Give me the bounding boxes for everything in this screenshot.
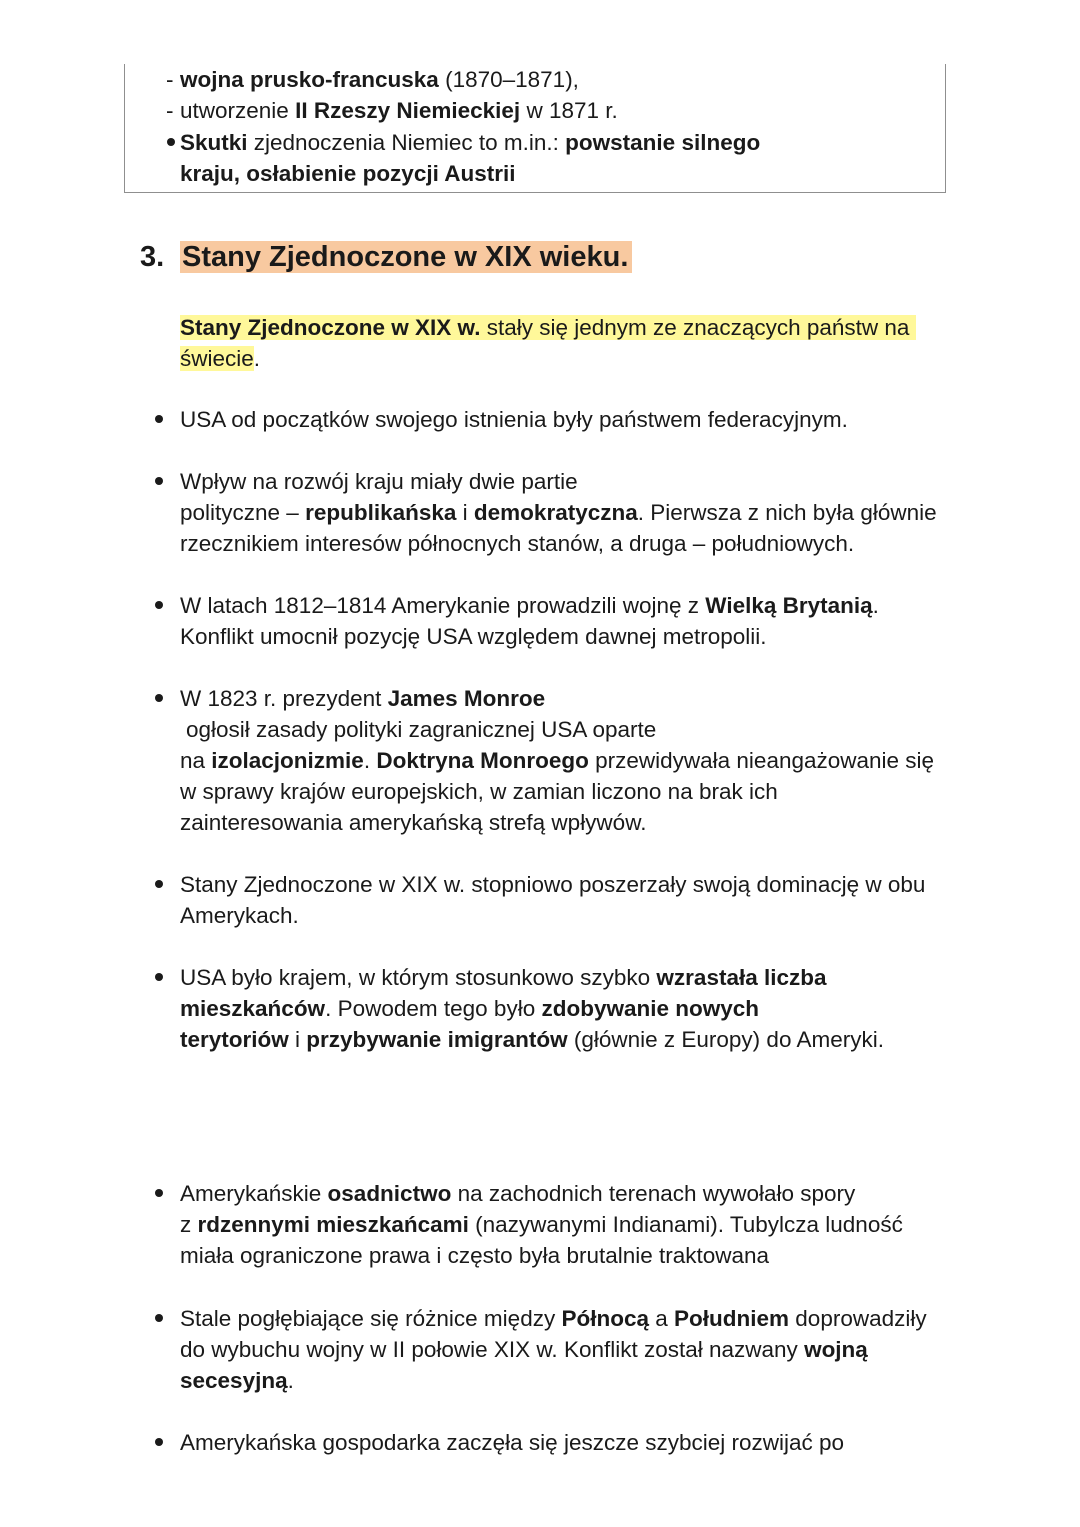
bullet-icon xyxy=(155,1438,163,1446)
bullet-icon xyxy=(155,1314,163,1322)
bullet-4-line-4: w sprawy krajów europejskich, w zamian liczono na brak ich xyxy=(180,779,778,804)
bullet-8-line-3: secesyjną. xyxy=(180,1368,294,1393)
section-heading: 3. Stany Zjednoczone w XIX wieku. xyxy=(140,237,632,277)
intro-line-1: Stany Zjednoczone w XIX w. stały się jednym ze znaczących państw na xyxy=(180,312,916,343)
bullet-icon xyxy=(155,477,163,485)
bullet-5-line-2: Amerykach. xyxy=(180,903,299,928)
dash-marker: - xyxy=(166,67,174,92)
bullet-8-line-1: Stale pogłębiające się różnice między Północą a Południem doprowadziły xyxy=(180,1306,927,1331)
bullet-icon xyxy=(155,601,163,609)
bullet-7-line-3: miała ograniczone prawa i często była brutalnie traktowana xyxy=(180,1243,770,1268)
bullet-icon xyxy=(155,694,163,702)
bullet-icon xyxy=(167,138,175,146)
box-line-3: Skutki zjednoczenia Niemiec to m.in.: powstanie silnego xyxy=(180,130,761,155)
bullet-2-line-3: rzecznikiem interesów północnych stanów, a druga – południowych. xyxy=(180,531,855,556)
box-line-1: wojna prusko-francuska (1870–1871), xyxy=(180,67,579,92)
bullet-icon xyxy=(155,973,163,981)
bullet-7-line-1: Amerykańskie osadnictwo na zachodnich terenach wywołało spory xyxy=(180,1181,856,1206)
bullet-icon xyxy=(155,880,163,888)
bullet-4-line-3: na izolacjonizmie. Doktryna Monroego przewidywała nieangażowanie się xyxy=(180,748,935,773)
bullet-icon xyxy=(155,415,163,423)
bullet-6-line-1: USA było krajem, w którym stosunkowo szybko wzrastała liczba xyxy=(180,965,827,990)
bullet-2-line-2: polityczne – republikańska i demokratyczna. Pierwsza z nich była głównie xyxy=(180,500,937,525)
bullet-9: Amerykańska gospodarka zaczęła się jeszcze szybciej rozwijać po xyxy=(180,1430,845,1455)
bullet-1: USA od początków swojego istnienia były państwem federacyjnym. xyxy=(180,407,848,432)
bullet-5-line-1: Stany Zjednoczone w XIX w. stopniowo poszerzały swoją dominację w obu xyxy=(180,872,926,897)
bullet-4-line-1: W 1823 r. prezydent James Monroe xyxy=(180,686,546,711)
bullet-4-line-2: ogłosił zasady polityki zagranicznej USA oparte xyxy=(186,717,657,742)
dash-marker: - xyxy=(166,98,174,123)
bullet-4-line-5: zainteresowania amerykańską strefą wpływów. xyxy=(180,810,647,835)
box-line-4: kraju, osłabienie pozycji Austrii xyxy=(180,161,516,186)
bullet-6-line-2: mieszkańców. Powodem tego było zdobywanie nowych xyxy=(180,996,759,1021)
bullet-8-line-2: do wybuchu wojny w II połowie XIX w. Konflikt został nazwany wojną xyxy=(180,1337,868,1362)
intro-line-2: świecie. xyxy=(180,346,261,371)
bullet-2-line-1: Wpływ na rozwój kraju miały dwie partie xyxy=(180,469,578,494)
bullet-icon xyxy=(155,1189,163,1197)
bullet-3-line-2: Konflikt umocnił pozycję USA względem dawnej metropolii. xyxy=(180,624,767,649)
bullet-6-line-3: terytoriów i przybywanie imigrantów (głównie z Europy) do Ameryki. xyxy=(180,1027,884,1052)
box-line-2: utworzenie II Rzeszy Niemieckiej w 1871 r. xyxy=(180,98,618,123)
bullet-3-line-1: W latach 1812–1814 Amerykanie prowadzili wojnę z Wielką Brytanią. xyxy=(180,593,879,618)
bullet-7-line-2: z rdzennymi mieszkańcami (nazywanymi Indianami). Tubylcza ludność xyxy=(180,1212,903,1237)
